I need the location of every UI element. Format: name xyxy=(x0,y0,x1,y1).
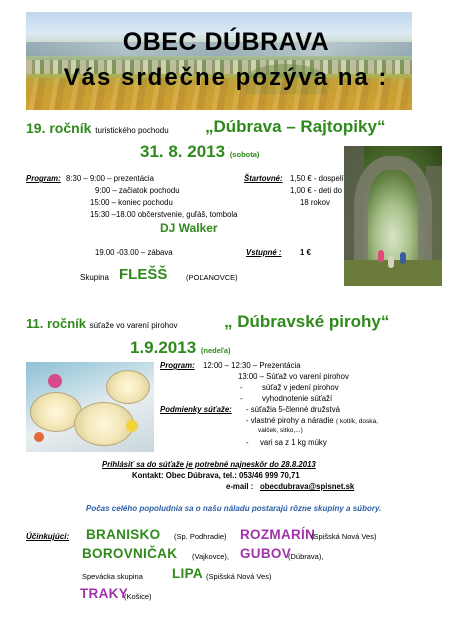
dj-name: DJ Walker xyxy=(160,221,218,235)
performer-name: TRAKY xyxy=(80,586,128,601)
event1-date: 31. 8. 2013 (sobota) xyxy=(140,142,260,161)
party-time: 19.00 -03.00 – zábava xyxy=(95,248,173,257)
event1-program-label: Program: xyxy=(26,174,61,183)
event1-program-line: 8:30 – 9:00 – prezentácia xyxy=(66,174,154,183)
invitation-subtitle: Vás srdečne pozýva na : xyxy=(63,64,389,91)
email-link[interactable]: obecdubrava@spisnet.sk xyxy=(260,482,355,491)
performer-origin: (Košice) xyxy=(124,592,152,601)
event1-program-line: 15:00 – koniec pochodu xyxy=(90,198,173,207)
performer-name: LIPA xyxy=(172,566,203,581)
event2-program-sub: súťaž v jedení pirohov xyxy=(262,383,339,392)
entry-value: 1 € xyxy=(300,248,311,257)
event2-program-bullet: - xyxy=(240,383,243,392)
band-prefix: Skupina xyxy=(80,273,109,282)
event1-program-line: 15:30 –18.00 občerstvenie, guľáš, tombola xyxy=(90,210,238,219)
event1-fee: 1,00 € - deti do xyxy=(290,186,343,195)
performer-origin: (Dúbrava), xyxy=(288,552,324,561)
event1-edition: 19. ročník turistického pochodu xyxy=(26,120,169,136)
mood-note: Počas celého popoludnia sa o našu náladu postarajú rôzne skupiny a súbory. xyxy=(86,504,382,513)
event2-program-label: Program: xyxy=(160,361,195,370)
signup-note: Prihlásiť sa do súťaže je potrebné najneskôr do 28.8.2013 xyxy=(102,460,316,469)
email-label: e-mail : xyxy=(226,482,254,491)
event1-fee: 1,50 € - dospelí xyxy=(290,174,344,183)
event2-day: (nedeľa) xyxy=(200,346,231,355)
condition-note: ( kotlík, doska, xyxy=(336,418,378,425)
event2-edition: 11. ročník súťaže vo varení pirohov xyxy=(26,316,178,331)
event1-title: „Dúbrava – Rajtopiky“ xyxy=(205,117,386,136)
event2-program-line: 12:00 – 12:30 – Prezentácia xyxy=(203,361,301,370)
event2-date: 1.9.2013 (nedeľa) xyxy=(130,338,231,357)
condition: - vlastné pirohy a náradie xyxy=(246,416,334,425)
condition: vari sa z 1 kg múky xyxy=(260,438,327,447)
hiking-photo xyxy=(344,146,442,286)
band-origin: (POĽANOVCE) xyxy=(186,273,238,282)
condition-note: valček, sitko,...) xyxy=(258,427,303,434)
performer-name: ROZMARÍN xyxy=(240,527,316,542)
banner-photo xyxy=(26,12,412,110)
entry-label: Vstupné : xyxy=(246,248,282,257)
event2-edition-desc: súťaže vo varení pirohov xyxy=(89,321,178,330)
event2-title: „ Dúbravské pirohy“ xyxy=(224,312,390,331)
event2-program-sub: vyhodnotenie súťaží xyxy=(262,394,333,403)
performers-label: Účinkujúci: xyxy=(26,532,70,541)
performer-origin: (Spišská Nová Ves) xyxy=(311,532,377,541)
performer-name: BOROVNIČAK xyxy=(82,546,178,561)
condition: - súťažia 5-členné družstvá xyxy=(246,405,340,414)
event1-fee-note: 18 rokov xyxy=(300,198,330,207)
event2-program-bullet: - xyxy=(240,394,243,403)
performer-origin: (Vajkovce), xyxy=(192,552,229,561)
performer-name: BRANISKO xyxy=(86,527,161,542)
band-name: FLEŠŠ xyxy=(119,266,168,283)
choir-prefix: Spevácka skupina xyxy=(82,572,143,581)
event2-condition-bullet: - xyxy=(246,438,249,447)
event1-day: (sobota) xyxy=(229,150,260,159)
performer-origin: (Sp. Podhradie) xyxy=(174,532,227,541)
pierogi-photo xyxy=(26,362,154,452)
village-title: OBEC DÚBRAVA xyxy=(122,28,330,56)
performer-origin: (Spišská Nová Ves) xyxy=(206,572,272,581)
conditions-label: Podmienky súťaže: xyxy=(160,405,232,414)
contact-line: Kontakt: Obec Dúbrava, tel.: 053/46 999 70,71 xyxy=(132,471,300,480)
event1-edition-desc: turistického pochodu xyxy=(95,126,169,135)
event2-program-line: 13:00 – Súťaž vo varení pirohov xyxy=(238,372,349,381)
event1-fee-label: Štartovné: xyxy=(244,174,283,183)
performer-name: GUBOV xyxy=(240,546,292,561)
event1-program-line: 9:00 – začiatok pochodu xyxy=(95,186,180,195)
